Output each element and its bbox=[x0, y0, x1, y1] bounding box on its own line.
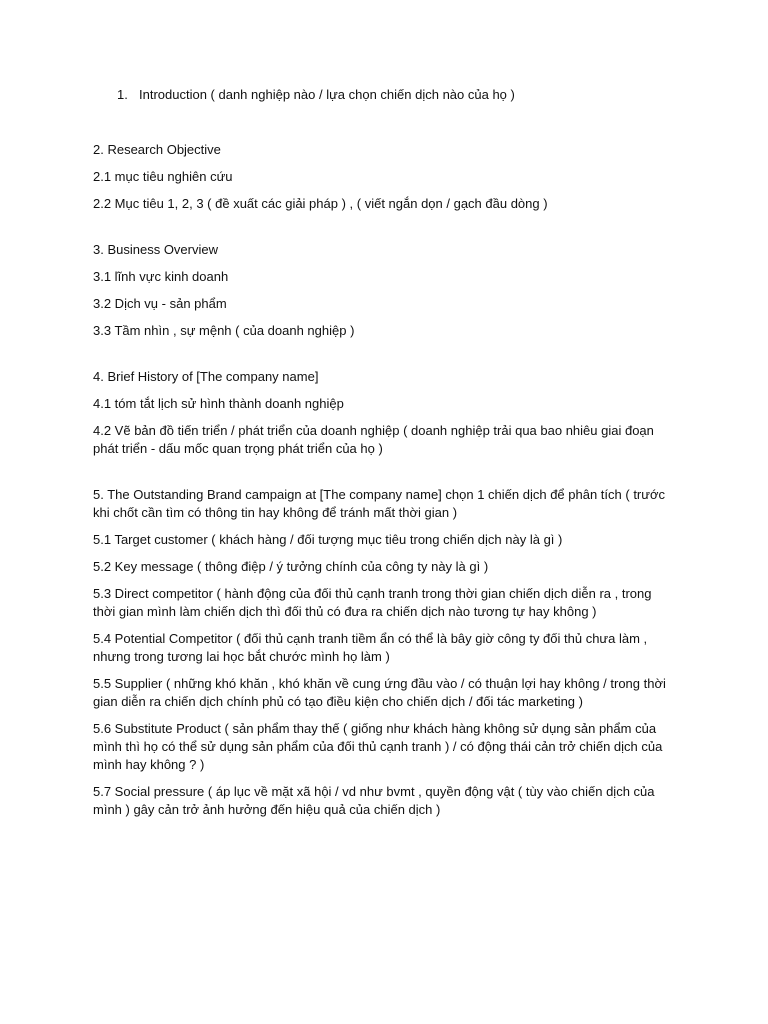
section-item: 4.2 Vẽ bản đồ tiến triển / phát triển của doanh nghiệp ( doanh nghiệp trải qua bao nhiêu giai đoạn phát triển - dấu mốc quan trọng phát triển của họ ) bbox=[93, 423, 654, 456]
section-item: 5.1 Target customer ( khách hàng / đối tượng mục tiêu trong chiến dịch này là gì ) bbox=[93, 532, 563, 547]
section-item: 5.6 Substitute Product ( sản phẩm thay thế ( giống như khách hàng không sử dụng sản phẩm của mình thì họ có thể sử dụng sản phẩm của đối thủ cạnh tranh ) / có động thái cản trở chiến dịch của mình hay không ? ) bbox=[93, 721, 663, 772]
section-heading-brand-campaign: 5. The Outstanding Brand campaign at [The company name] chọn 1 chiến dịch để phân tích ( trước khi chốt cần tìm có thông tin hay không để tránh mất thời gian ) bbox=[93, 487, 665, 520]
section-item: 5.2 Key message ( thông điệp / ý tưởng chính của công ty này là gì ) bbox=[93, 559, 489, 574]
section-heading-business-overview: 3. Business Overview bbox=[93, 242, 218, 257]
section-item: 5.5 Supplier ( những khó khăn , khó khăn về cung ứng đầu vào / có thuận lợi hay không / trong thời gian diễn ra chiến dịch chính phủ có tạo điều kiện cho chiến dịch / đối tác marketing ) bbox=[93, 676, 666, 709]
section-item: 3.3 Tầm nhìn , sự mệnh ( của doanh nghiệp ) bbox=[93, 323, 355, 338]
section-heading-research-objective: 2. Research Objective bbox=[93, 142, 221, 157]
section-item: 3.1 lĩnh vực kinh doanh bbox=[93, 269, 229, 284]
intro-number: 1. bbox=[117, 87, 128, 102]
section-item: 2.1 mục tiêu nghiên cứu bbox=[93, 169, 233, 184]
section-item: 3.2 Dịch vụ - sản phẩm bbox=[93, 296, 227, 311]
section-item: 5.7 Social pressure ( áp lục về mặt xã hội / vd như bvmt , quyền động vật ( tùy vào chiến dịch của mình ) gây cản trở ảnh hưởng đến hiệu quả của chiến dịch ) bbox=[93, 784, 655, 817]
section-item: 2.2 Mục tiêu 1, 2, 3 ( đề xuất các giải pháp ) , ( viết ngắn dọn / gạch đầu dòng ) bbox=[93, 196, 548, 211]
intro-text: Introduction ( danh nghiệp nào / lựa chọn chiến dịch nào của họ ) bbox=[139, 87, 515, 102]
intro-item bbox=[93, 86, 671, 104]
section-item: 5.4 Potential Competitor ( đối thủ cạnh tranh tiềm ẩn có thể là bây giờ công ty đối thủ chưa làm , nhưng trong tương lai học bắt chước mình họ làm ) bbox=[93, 631, 648, 664]
section-heading-brief-history: 4. Brief History of [The company name] bbox=[93, 369, 319, 384]
section-item: 5.3 Direct competitor ( hành động của đối thủ cạnh tranh trong thời gian chiến dịch diễn ra , trong thời gian mình làm chiến dịch thì đối thủ có đưa ra chiến dịch nào tương tự hay không ) bbox=[93, 586, 652, 619]
document-body bbox=[93, 86, 671, 819]
section-item: 4.1 tóm tắt lịch sử hình thành doanh nghiệp bbox=[93, 396, 344, 411]
